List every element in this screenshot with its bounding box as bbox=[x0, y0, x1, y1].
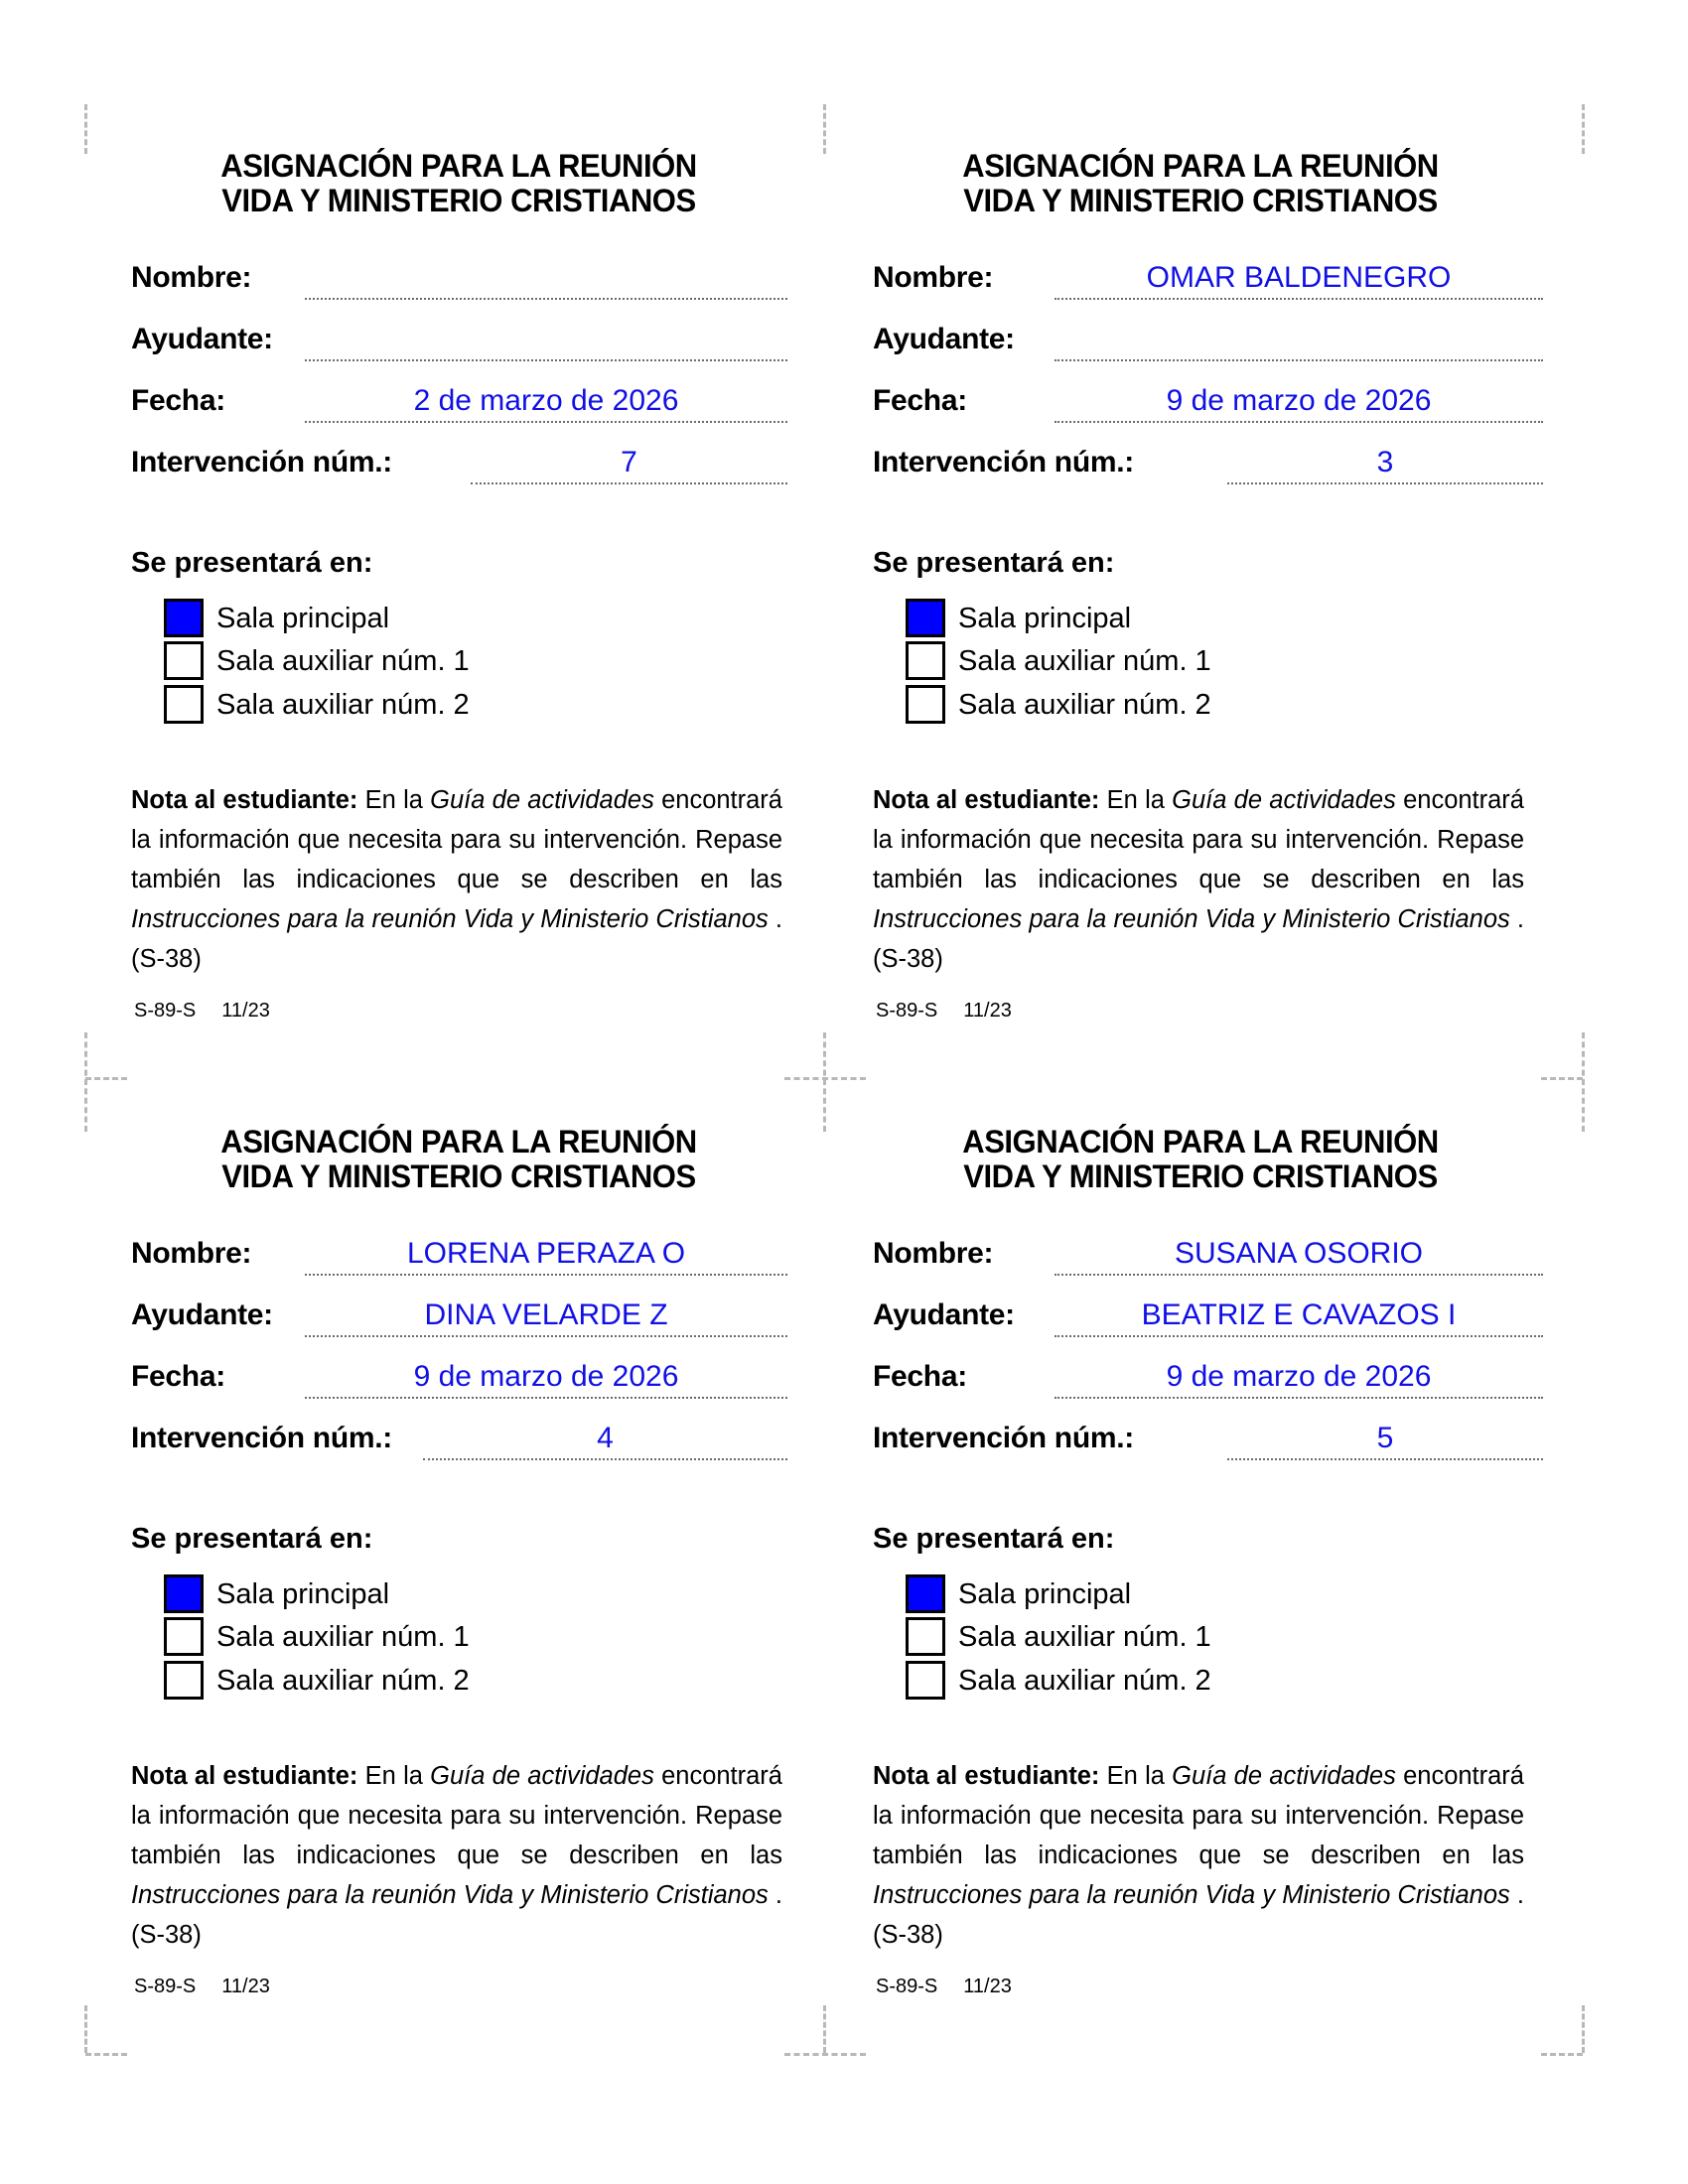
nombre-label: Nombre: bbox=[131, 261, 252, 294]
option-sala-auxiliar-2[interactable] bbox=[164, 685, 561, 725]
nombre-row bbox=[873, 1234, 1548, 1274]
nombre-value: OMAR BALDENEGRO bbox=[1146, 261, 1452, 294]
nombre-label: Nombre: bbox=[131, 1237, 252, 1270]
ayudante-label: Ayudante: bbox=[873, 323, 1015, 355]
fecha-label: Fecha: bbox=[873, 1360, 967, 1393]
form-date: 11/23 bbox=[963, 1976, 1012, 1997]
form-code: S-89-S bbox=[134, 1000, 197, 1022]
option-label: Sala auxiliar núm. 1 bbox=[958, 645, 1211, 677]
ayudante-field[interactable] bbox=[305, 320, 787, 361]
fecha-value: 9 de marzo de 2026 bbox=[413, 1360, 679, 1393]
option-sala-principal[interactable] bbox=[164, 599, 561, 638]
nombre-row bbox=[131, 258, 806, 298]
card-title bbox=[883, 149, 1518, 218]
note-text: . (S-38) bbox=[873, 1881, 1524, 1949]
se-presentara-label: Se presentará en: bbox=[873, 547, 1115, 579]
form-date: 11/23 bbox=[221, 1976, 270, 1997]
ayudante-row bbox=[873, 1296, 1548, 1335]
checkbox[interactable] bbox=[164, 641, 204, 680]
title-line-1: ASIGNACIÓN PARA LA REUNIÓN bbox=[962, 1124, 1439, 1160]
option-sala-auxiliar-1[interactable] bbox=[164, 641, 561, 681]
checkbox[interactable] bbox=[906, 1617, 945, 1656]
fecha-value: 9 de marzo de 2026 bbox=[1166, 1360, 1432, 1393]
intervencion-label: Intervención núm.: bbox=[131, 446, 392, 478]
assignment-card-3 bbox=[131, 976, 886, 1997]
option-label: Sala auxiliar núm. 2 bbox=[958, 1665, 1211, 1697]
se-presentara-label: Se presentará en: bbox=[131, 547, 373, 579]
note-heading: Nota al estudiante: bbox=[873, 786, 1100, 814]
note-text: En la bbox=[1099, 1762, 1173, 1790]
note-italic: Guía de actividades bbox=[430, 786, 654, 814]
note-heading: Nota al estudiante: bbox=[131, 786, 358, 814]
intervencion-label: Intervención núm.: bbox=[873, 1422, 1134, 1454]
ayudante-field[interactable] bbox=[1055, 1296, 1543, 1337]
title-line-2: VIDA Y MINISTERIO CRISTIANOS bbox=[221, 183, 696, 218]
note-text: . (S-38) bbox=[873, 905, 1524, 973]
title-line-1: ASIGNACIÓN PARA LA REUNIÓN bbox=[220, 1124, 697, 1160]
fecha-row bbox=[131, 381, 806, 421]
crop-mark bbox=[84, 1032, 87, 1132]
nombre-label: Nombre: bbox=[873, 1237, 994, 1270]
option-label: Sala auxiliar núm. 2 bbox=[958, 689, 1211, 721]
fecha-field[interactable] bbox=[305, 381, 787, 423]
note-text: encontrará la información que necesita para su intervención. Repase también las indicaciones que se describen en las bbox=[873, 1762, 1524, 1869]
intervencion-field[interactable] bbox=[471, 443, 787, 484]
option-sala-auxiliar-1[interactable] bbox=[164, 1617, 561, 1657]
title-line-2: VIDA Y MINISTERIO CRISTIANOS bbox=[963, 183, 1438, 218]
note-text: encontrará la información que necesita para su intervención. Repase también las indicaciones que se describen en las bbox=[873, 786, 1524, 893]
checkbox[interactable] bbox=[906, 1661, 945, 1700]
title-line-1: ASIGNACIÓN PARA LA REUNIÓN bbox=[220, 148, 697, 184]
fecha-field[interactable] bbox=[1055, 1357, 1543, 1399]
title-line-1: ASIGNACIÓN PARA LA REUNIÓN bbox=[962, 148, 1439, 184]
form-date: 11/23 bbox=[221, 1000, 270, 1022]
student-note bbox=[873, 1756, 1524, 1955]
fecha-value: 2 de marzo de 2026 bbox=[413, 384, 679, 417]
title-line-2: VIDA Y MINISTERIO CRISTIANOS bbox=[963, 1159, 1438, 1194]
note-heading: Nota al estudiante: bbox=[873, 1762, 1100, 1790]
ayudante-field[interactable] bbox=[305, 1296, 787, 1337]
note-text: . (S-38) bbox=[131, 905, 782, 973]
note-text: En la bbox=[357, 786, 431, 814]
note-italic: Guía de actividades bbox=[1172, 1762, 1396, 1790]
option-sala-principal[interactable] bbox=[906, 599, 1303, 638]
intervencion-field[interactable] bbox=[423, 1419, 787, 1460]
note-text: En la bbox=[357, 1762, 431, 1790]
option-sala-principal[interactable] bbox=[164, 1574, 561, 1614]
checkbox[interactable] bbox=[164, 1661, 204, 1700]
se-presentara-label: Se presentará en: bbox=[131, 1523, 373, 1555]
ayudante-label: Ayudante: bbox=[131, 1298, 273, 1331]
checkbox-checked[interactable] bbox=[906, 599, 945, 637]
note-text: En la bbox=[1099, 786, 1173, 814]
title-line-2: VIDA Y MINISTERIO CRISTIANOS bbox=[221, 1159, 696, 1194]
option-label: Sala auxiliar núm. 2 bbox=[216, 689, 470, 721]
crop-mark bbox=[1541, 2053, 1583, 2056]
note-text: encontrará la información que necesita para su intervención. Repase también las indicaciones que se describen en las bbox=[131, 786, 782, 893]
option-label: Sala auxiliar núm. 2 bbox=[216, 1665, 470, 1697]
crop-mark bbox=[85, 2053, 127, 2056]
student-note bbox=[131, 780, 782, 979]
fecha-label: Fecha: bbox=[131, 1360, 225, 1393]
checkbox[interactable] bbox=[164, 1617, 204, 1656]
card-title bbox=[141, 149, 776, 218]
nombre-field[interactable] bbox=[1055, 1234, 1543, 1276]
option-sala-auxiliar-1[interactable] bbox=[906, 1617, 1303, 1657]
fecha-row bbox=[873, 381, 1548, 421]
fecha-field[interactable] bbox=[305, 1357, 787, 1399]
checkbox-checked[interactable] bbox=[906, 1574, 945, 1613]
assignment-card-4 bbox=[873, 976, 1627, 1997]
option-sala-auxiliar-1[interactable] bbox=[906, 641, 1303, 681]
student-note bbox=[131, 1756, 782, 1955]
note-italic: Instrucciones para la reunión Vida y Ministerio Cristianos bbox=[873, 1881, 1510, 1909]
nombre-value: SUSANA OSORIO bbox=[1174, 1237, 1424, 1270]
ayudante-value: BEATRIZ E CAVAZOS I bbox=[1141, 1298, 1457, 1331]
ayudante-row bbox=[873, 320, 1548, 359]
form-code: S-89-S bbox=[876, 1976, 938, 1997]
checkbox[interactable] bbox=[164, 685, 204, 724]
fecha-field[interactable] bbox=[1055, 381, 1543, 423]
crop-mark bbox=[823, 2005, 826, 2053]
note-italic: Instrucciones para la reunión Vida y Ministerio Cristianos bbox=[131, 905, 769, 933]
intervencion-field[interactable] bbox=[1227, 1419, 1543, 1460]
ayudante-label: Ayudante: bbox=[131, 323, 273, 355]
card-title bbox=[141, 1125, 776, 1194]
assignment-card-2 bbox=[873, 0, 1627, 1022]
option-label: Sala principal bbox=[216, 1578, 390, 1610]
crop-mark bbox=[1582, 2005, 1585, 2053]
note-italic: Guía de actividades bbox=[430, 1762, 654, 1790]
checkbox[interactable] bbox=[906, 685, 945, 724]
crop-mark bbox=[784, 2053, 866, 2056]
note-text: encontrará la información que necesita para su intervención. Repase también las indicaciones que se describen en las bbox=[131, 1762, 782, 1869]
checkbox-checked[interactable] bbox=[164, 1574, 204, 1613]
intervencion-value: 4 bbox=[597, 1422, 614, 1454]
note-italic: Instrucciones para la reunión Vida y Ministerio Cristianos bbox=[873, 905, 1510, 933]
crop-mark bbox=[84, 2005, 87, 2053]
option-label: Sala principal bbox=[958, 603, 1132, 634]
nombre-field[interactable] bbox=[305, 258, 787, 300]
nombre-row bbox=[873, 258, 1548, 298]
intervencion-row bbox=[131, 443, 806, 482]
intervencion-value: 5 bbox=[1376, 1422, 1394, 1454]
fecha-row bbox=[131, 1357, 806, 1397]
assignment-card-1 bbox=[131, 0, 886, 1022]
option-label: Sala principal bbox=[958, 1578, 1132, 1610]
option-sala-auxiliar-2[interactable] bbox=[906, 1661, 1303, 1701]
checkbox-checked[interactable] bbox=[164, 599, 204, 637]
note-heading: Nota al estudiante: bbox=[131, 1762, 358, 1790]
crop-mark bbox=[84, 104, 87, 154]
nombre-value: LORENA PERAZA O bbox=[406, 1237, 686, 1270]
option-label: Sala auxiliar núm. 1 bbox=[216, 645, 470, 677]
form-footer bbox=[876, 1975, 1012, 1998]
option-sala-auxiliar-2[interactable] bbox=[906, 685, 1303, 725]
fecha-row bbox=[873, 1357, 1548, 1397]
ayudante-value: DINA VELARDE Z bbox=[424, 1298, 668, 1331]
note-italic: Guía de actividades bbox=[1172, 786, 1396, 814]
nombre-field[interactable] bbox=[305, 1234, 787, 1276]
intervencion-value: 7 bbox=[621, 446, 637, 478]
form-code: S-89-S bbox=[134, 1976, 197, 1997]
nombre-row bbox=[131, 1234, 806, 1274]
intervencion-field[interactable] bbox=[1227, 443, 1543, 484]
nombre-field[interactable] bbox=[1055, 258, 1543, 300]
form-code: S-89-S bbox=[876, 1000, 938, 1022]
checkbox[interactable] bbox=[906, 641, 945, 680]
option-sala-principal[interactable] bbox=[906, 1574, 1303, 1614]
intervencion-label: Intervención núm.: bbox=[873, 446, 1134, 478]
option-sala-auxiliar-2[interactable] bbox=[164, 1661, 561, 1701]
intervencion-row bbox=[131, 1419, 806, 1458]
intervencion-value: 3 bbox=[1376, 446, 1394, 478]
option-label: Sala auxiliar núm. 1 bbox=[958, 1621, 1211, 1653]
intervencion-row bbox=[873, 1419, 1548, 1458]
option-label: Sala auxiliar núm. 1 bbox=[216, 1621, 470, 1653]
fecha-label: Fecha: bbox=[131, 384, 225, 417]
fecha-value: 9 de marzo de 2026 bbox=[1166, 384, 1432, 417]
note-italic: Instrucciones para la reunión Vida y Ministerio Cristianos bbox=[131, 1881, 769, 1909]
student-note bbox=[873, 780, 1524, 979]
se-presentara-label: Se presentará en: bbox=[873, 1523, 1115, 1555]
intervencion-label: Intervención núm.: bbox=[131, 1422, 392, 1454]
fecha-label: Fecha: bbox=[873, 384, 967, 417]
ayudante-label: Ayudante: bbox=[873, 1298, 1015, 1331]
ayudante-field[interactable] bbox=[1055, 320, 1543, 361]
note-text: . (S-38) bbox=[131, 1881, 782, 1949]
ayudante-row bbox=[131, 1296, 806, 1335]
ayudante-row bbox=[131, 320, 806, 359]
option-label: Sala principal bbox=[216, 603, 390, 634]
card-title bbox=[883, 1125, 1518, 1194]
crop-mark bbox=[85, 1077, 127, 1080]
form-date: 11/23 bbox=[963, 1000, 1012, 1022]
nombre-label: Nombre: bbox=[873, 261, 994, 294]
intervencion-row bbox=[873, 443, 1548, 482]
form-footer bbox=[134, 1975, 270, 1998]
